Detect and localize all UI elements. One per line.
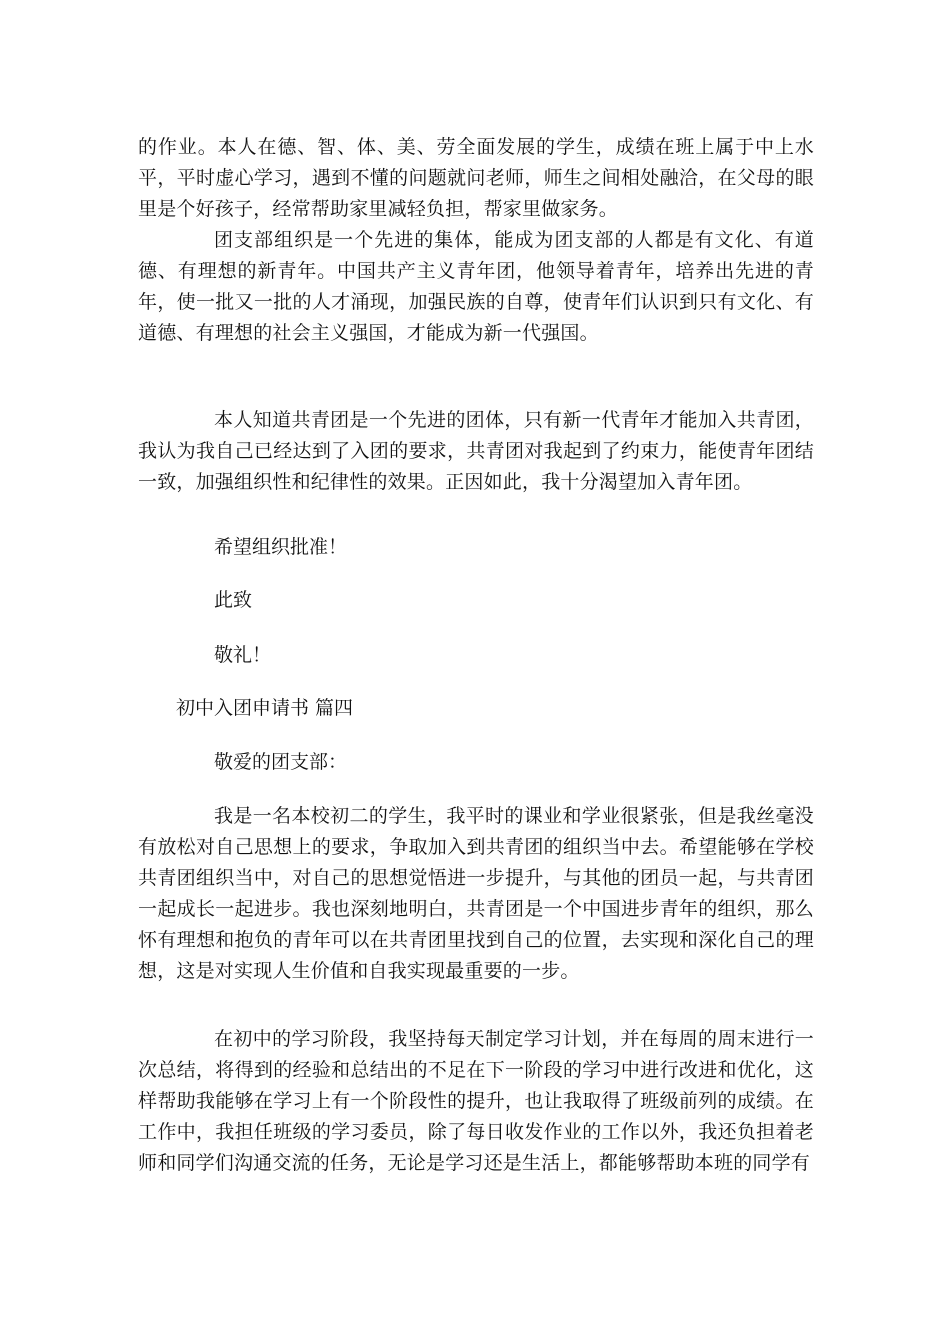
closing-salutation: 此致 [214, 589, 253, 611]
section-title: 初中入团申请书 篇四 [176, 697, 354, 719]
paragraph-aspiration: 本人知道共青团是一个先进的团体，只有新一代青年才能加入共青团，我认为我自己已经达到了入团的要求，共青团对我起到了约束力，能使青年团结一致，加强组织性和纪律性的效果。正因如此，我十分渴望加入青年团。 [138, 409, 814, 493]
letter-greeting: 敬爱的团支部： [214, 751, 348, 773]
paragraph-introduction: 我是一名本校初二的学生，我平时的课业和学业很紧张，但是我丝毫没有放松对自己思想上的要求，争取加入到共青团的组织当中去。希望能够在学校共青团组织当中，对自己的思想觉悟进一步提升，与其他的团员一起，与共青团一起成长一起进步。我也深刻地明白，共青团是一个中国进步青年的组织，那么怀有理想和抱负的青年可以在共青团里找到自己的位置，去实现和深化自己的理想，这是对实现人生价值和自我实现最重要的一步。 [138, 805, 814, 982]
closing-regards: 敬礼！ [214, 644, 272, 666]
paragraph-continuation: 的作业。本人在德、智、体、美、劳全面发展的学生，成绩在班上属于中上水平，平时虚心学习，遇到不懂的问题就问老师，师生之间相处融洽，在父母的眼里是个好孩子，经常帮助家里减轻负担，帮家里做家务。 [138, 136, 814, 220]
closing-hope: 希望组织批准！ [214, 536, 348, 558]
paragraph-league-branch: 团支部组织是一个先进的集体，能成为团支部的人都是有文化、有道德、有理想的新青年。中国共产主义青年团，他领导着青年，培养出先进的青年，使一批又一批的人才涌现，加强民族的自尊，使青年们认识到只有文化、有道德、有理想的社会主义强国，才能成为新一代强国。 [138, 229, 814, 344]
paragraph-study-work: 在初中的学习阶段，我坚持每天制定学习计划，并在每周的周末进行一次总结，将得到的经验和总结出的不足在下一阶段的学习中进行改进和优化，这样帮助我能够在学习上有一个阶段性的提升，也让我取得了班级前列的成绩。在工作中，我担任班级的学习委员，除了每日收发作业的工作以外，我还负担着老师和同学们沟通交流的任务，无论是学习还是生活上，都能够帮助本班的同学有 [138, 1028, 814, 1174]
